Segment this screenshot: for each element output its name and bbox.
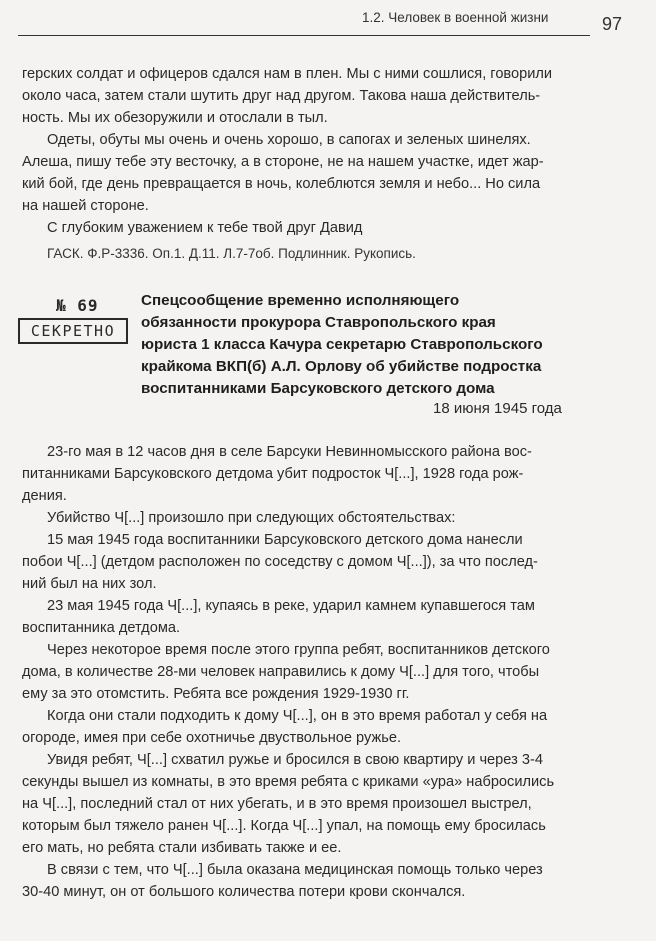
text-line: около часа, затем стали шутить друг над другом. Такова наша действитель-: [22, 88, 541, 104]
secret-stamp: СЕКРЕТНО: [18, 318, 128, 344]
text-line: С глубоким уважением к тебе твой друг Давид: [47, 220, 363, 236]
title-line: Спецсообщение временно исполняющего: [141, 292, 460, 309]
text-line: 15 мая 1945 года воспитанники Барсуковского детского дома нанесли: [47, 532, 523, 548]
text-line: на нашей стороне.: [22, 198, 149, 214]
archive-reference: ГАСК. Ф.Р-3336. Оп.1. Д.11. Л.7-7об. Подлинник. Рукопись.: [47, 246, 416, 261]
paragraph: [22, 705, 590, 749]
text-line: его мать, но ребята стали избивать также и ее.: [22, 840, 342, 856]
paragraph: [22, 63, 590, 129]
paragraph: [22, 859, 590, 903]
text-line: 23 мая 1945 года Ч[...], купаясь в реке, ударил камнем купавшегося там: [47, 598, 535, 614]
text-line: 30-40 минут, он от большого количества потери крови скончался.: [22, 884, 466, 900]
text-line: ность. Мы их обезоружили и отослали в тыл.: [22, 110, 328, 126]
text-line: дения.: [22, 488, 67, 504]
text-line: на Ч[...], последний стал от них убегать, и в это время произошел выстрел,: [22, 796, 532, 812]
text-line: Увидя ребят, Ч[...] схватил ружье и бросился в свою квартиру и через 3-4: [47, 752, 543, 768]
text-line: ний был на них зол.: [22, 576, 157, 592]
page-number: 97: [602, 14, 623, 34]
signature-line: [22, 217, 590, 239]
document-title: [141, 290, 591, 400]
paragraph: [22, 441, 590, 507]
text-line: В связи с тем, что Ч[...] была оказана медицинская помощь только через: [47, 862, 543, 878]
paragraph: [22, 529, 590, 595]
text-line: Алеша, пишу тебе эту весточку, а в стороне, не на нашем участке, идет жар-: [22, 154, 544, 170]
text-line: ему за это отомстить. Ребята все рождения 1929-1930 гг.: [22, 686, 410, 702]
text-line: Через некоторое время после этого группа ребят, воспитанников детского: [47, 642, 550, 658]
paragraph: [22, 639, 590, 705]
text-line: герских солдат и офицеров сдался нам в плен. Мы с ними сошлися, говорили: [22, 66, 553, 82]
paragraph: [22, 507, 590, 529]
paragraph: [22, 749, 590, 859]
document-number: № 69: [56, 296, 99, 315]
text-line: дома, в количестве 28-ми человек направились к дому Ч[...] для того, чтобы: [22, 664, 540, 680]
header-rule: [18, 35, 590, 36]
title-line: крайкома ВКП(б) А.Л. Орлову об убийстве подростка: [141, 358, 542, 375]
paragraph: [22, 595, 590, 639]
title-line: обязанности прокурора Ставропольского края: [141, 314, 496, 331]
document-date: 18 июня 1945 года: [433, 400, 562, 417]
text-line: побои Ч[...] (детдом расположен по соседству с домом Ч[...]), за что послед-: [22, 554, 538, 570]
text-line: Одеты, обуты мы очень и очень хорошо, в сапогах и зеленых шинелях.: [47, 132, 531, 148]
text-line: воспитанника детдома.: [22, 620, 181, 636]
title-line: юриста 1 класса Качура секретарю Ставропольского: [141, 336, 543, 353]
paragraph: [22, 129, 590, 217]
text-line: огороде, имея при себе охотничье двуствольное ружье.: [22, 730, 402, 746]
text-line: кий бой, где день превращается в ночь, колеблются земля и небо... Но сила: [22, 176, 541, 192]
text-line: Убийство Ч[...] произошло при следующих обстоятельствах:: [47, 510, 456, 526]
text-line: питанниками Барсуковского детдома убит подросток Ч[...], 1928 года рож-: [22, 466, 524, 482]
text-line: секунды вышел из комнаты, в это время ребята с криками «ура» набросились: [22, 774, 555, 790]
text-line: 23-го мая в 12 часов дня в селе Барсуки Невинномысского района вос-: [47, 444, 532, 460]
running-title: 1.2. Человек в военной жизни: [362, 10, 549, 25]
title-line: воспитанниками Барсуковского детского дома: [141, 380, 495, 397]
text-line: Когда они стали подходить к дому Ч[...], он в это время работал у себя на: [47, 708, 548, 724]
text-line: которым был тяжело ранен Ч[...]. Когда Ч[...] упал, на помощь ему бросилась: [22, 818, 546, 834]
